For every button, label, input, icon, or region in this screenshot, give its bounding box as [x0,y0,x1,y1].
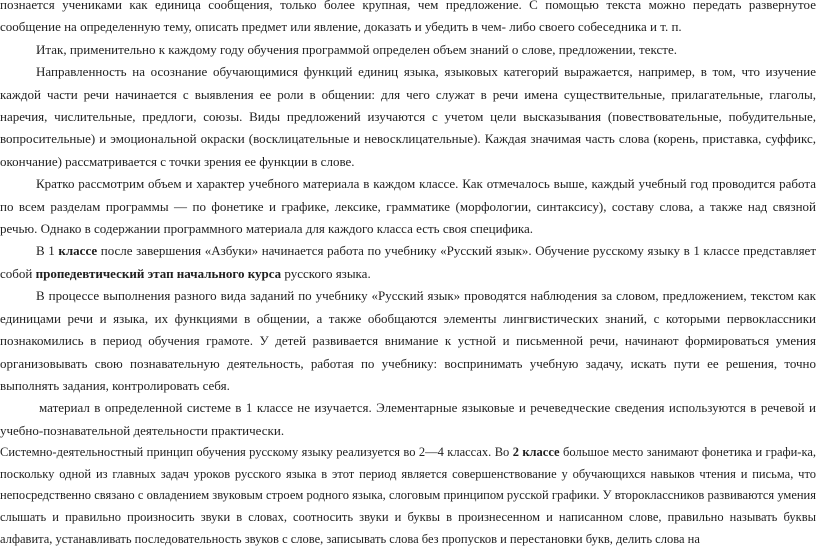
first-grade-bold-class: классе [58,243,98,259]
paragraph-material-not-studied: материал в определенной системе в 1 классе не изучается. Элементарные языковые и речеведческие сведения используются в речевой и учебно-познавательной деятельности практически. [0,400,816,438]
paragraph-first-grade [0,240,816,285]
second-grade-bold-class: 2 классе [512,445,560,460]
second-grade-text-a: Системно-деятельностный принцип обучения русскому языку реализуется во 2—4 классах. Во [0,445,513,460]
first-grade-text-e: русского языка. [281,265,371,281]
first-grade-bold-propaedeutic: пропедевтический этап начального курса [35,265,282,281]
first-grade-text-a: В 1 [36,243,59,259]
paragraph-text-definition: познается учениками как единица сообщения, только более крупная, чем предложение. С помощью текста можно передать развернутое сообщение на определенную тему, описать предмет или явление, доказать и убедить в чем- либо своего собеседника и т. п. [0,0,816,35]
paragraph-language-functions: Направленность на осознание обучающимися функций единиц языка, языковых категорий выражается, например, в том, что изучение каждой части речи начинается с выявления ее роли в общении: для чего служат в речи имена существительные, прилагательные, глаголы, наречия, числительные, предлоги, союзы. Виды предложений изучаются с учетом цели высказывания (повествовательные, побудительные, вопросительные) и эмоциональной окраски (восклицательные и невосклицательные). Каждая значимая часть слова (корень, приставка, суффикс, окончание) рассматривается с точки зрения ее функции в слове. [0,64,816,169]
first-grade-text-c: после завершения «Азбуки» начинается работа по учебнику «Русский язык». Обучение русскому языку в 1 классе представляет собой [0,243,816,281]
paragraph-textbook-work: В процессе выполнения разного вида заданий по учебнику «Русский язык» проводятся наблюдения за словом, предложением, текстом как единицами речи и языка, их функциями в общении, а также обобщаются элементы лингвистических знаний, с которыми первоклассники познакомились в период обучения грамоте. У детей развивается внимание к устной и письменной речи, начинают формироваться умения организовывать свою познавательную деятельность, работая по учебнику: воспринимать учебную задачу, искать пути ее решения, точно выполнять задания, контролировать себя. [0,288,816,393]
paragraph-second-grade [0,442,816,550]
paragraph-program-summary: Итак, применительно к каждому году обучения программой определен объем знаний о слове, предложении, тексте. [36,41,677,57]
second-grade-text-c: большое место занимают фонетика и графи-ка, поскольку одной из главных задач уроков русского языка в этот период является совершенствование у обучающихся навыков чтения и письма, что непосредственно связано с овладением звуковым строем родного языка, слоговым принципом русской графики. У второклассников развиваются умения слышать и правильно произносить звуки в словах, соотносить звуки и буквы в произнесенном и написанном слове, правильно называть буквы алфавита, устанавливать последовательность звуков с слове, записывать слова без пропусков и перестановки букв, делить слова на [0,445,816,546]
paragraph-material-overview: Кратко рассмотрим объем и характер учебного материала в каждом классе. Как отмечалось выше, каждый учебный год проводится работа по всем разделам программы — по фонетике и графике, лексике, грамматике (морфологии, синтаксису), составу слова, а также над связной речью. Однако в содержании программного материала для каждого класса есть своя специфика. [0,176,816,237]
